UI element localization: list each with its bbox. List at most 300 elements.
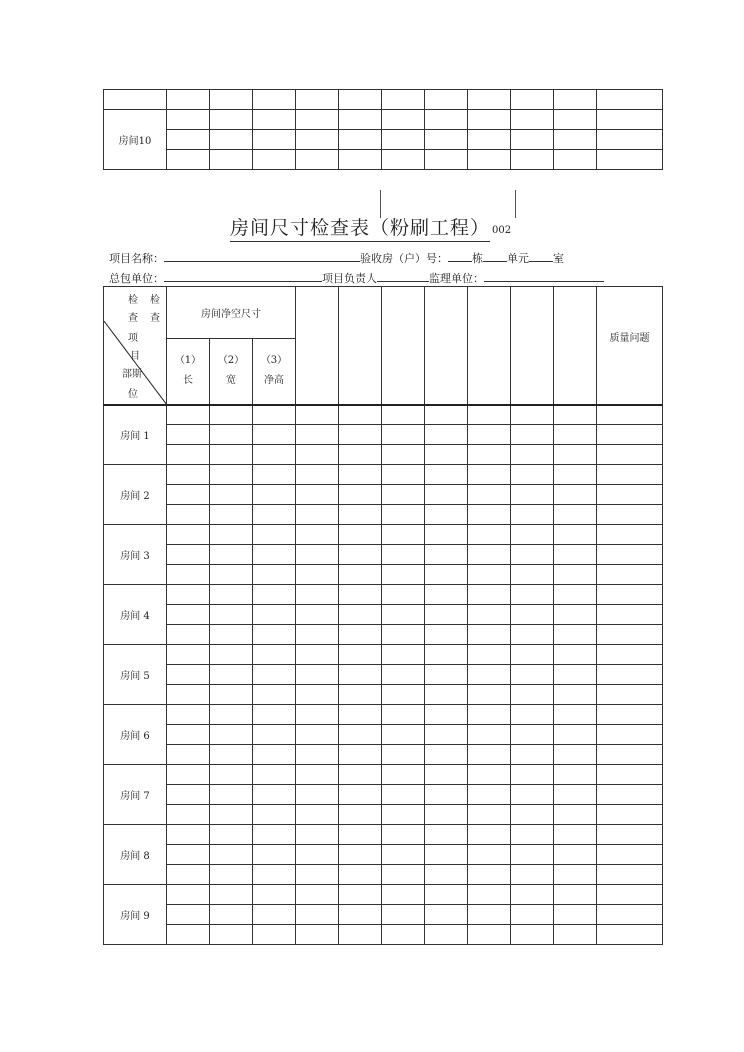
table-cell[interactable]	[511, 885, 554, 905]
table-cell[interactable]	[597, 505, 663, 525]
table-cell[interactable]	[382, 865, 425, 885]
table-cell[interactable]	[382, 905, 425, 925]
table-cell[interactable]	[425, 445, 468, 465]
table-cell[interactable]	[210, 625, 253, 645]
table-cell[interactable]	[210, 805, 253, 825]
table-cell[interactable]	[554, 825, 597, 845]
table-cell[interactable]	[554, 925, 597, 945]
table-cell[interactable]	[554, 905, 597, 925]
table-cell[interactable]	[296, 605, 339, 625]
table-cell[interactable]	[167, 445, 210, 465]
table-cell[interactable]	[167, 725, 210, 745]
table-cell[interactable]	[339, 565, 382, 585]
table-cell[interactable]	[597, 625, 663, 645]
table-cell[interactable]	[210, 425, 253, 445]
table-cell[interactable]	[253, 865, 296, 885]
table-cell[interactable]	[296, 725, 339, 745]
table-cell[interactable]	[210, 505, 253, 525]
table-cell[interactable]	[468, 825, 511, 845]
table-cell[interactable]	[511, 405, 554, 425]
table-cell[interactable]	[339, 665, 382, 685]
table-cell[interactable]	[468, 605, 511, 625]
table-cell[interactable]	[296, 925, 339, 945]
table-cell[interactable]	[210, 745, 253, 765]
table-cell[interactable]	[597, 825, 663, 845]
table-cell[interactable]	[339, 605, 382, 625]
table-cell[interactable]	[210, 725, 253, 745]
table-cell[interactable]	[382, 625, 425, 645]
table-cell[interactable]	[296, 745, 339, 765]
table-cell[interactable]	[210, 525, 253, 545]
table-cell[interactable]	[382, 725, 425, 745]
table-cell[interactable]	[210, 705, 253, 725]
table-cell[interactable]	[425, 525, 468, 545]
table-cell[interactable]	[511, 765, 554, 785]
table-cell[interactable]	[167, 825, 210, 845]
table-cell[interactable]	[339, 885, 382, 905]
table-cell[interactable]	[339, 705, 382, 725]
table-cell[interactable]	[339, 585, 382, 605]
table-cell[interactable]	[554, 785, 597, 805]
table-cell[interactable]	[425, 925, 468, 945]
table-cell[interactable]	[554, 865, 597, 885]
table-cell[interactable]	[210, 545, 253, 565]
table-cell[interactable]	[425, 425, 468, 445]
table-cell[interactable]	[210, 485, 253, 505]
table-cell[interactable]	[468, 885, 511, 905]
table-cell[interactable]	[339, 825, 382, 845]
table-cell[interactable]	[597, 565, 663, 585]
table-cell[interactable]	[253, 505, 296, 525]
table-cell[interactable]	[210, 405, 253, 425]
table-cell[interactable]	[296, 665, 339, 685]
table-cell[interactable]	[511, 505, 554, 525]
table-cell[interactable]	[511, 425, 554, 445]
table-cell[interactable]	[253, 425, 296, 445]
table-cell[interactable]	[597, 585, 663, 605]
table-cell[interactable]	[339, 445, 382, 465]
table-cell[interactable]	[253, 725, 296, 745]
table-cell[interactable]	[597, 805, 663, 825]
table-cell[interactable]	[511, 685, 554, 705]
table-cell[interactable]	[597, 685, 663, 705]
table-cell[interactable]	[554, 645, 597, 665]
table-cell[interactable]	[296, 445, 339, 465]
table-cell[interactable]	[339, 905, 382, 925]
table-cell[interactable]	[296, 485, 339, 505]
table-cell[interactable]	[382, 785, 425, 805]
table-cell[interactable]	[597, 525, 663, 545]
table-cell[interactable]	[253, 685, 296, 705]
table-cell[interactable]	[253, 525, 296, 545]
table-cell[interactable]	[468, 925, 511, 945]
table-cell[interactable]	[253, 825, 296, 845]
table-cell[interactable]	[511, 905, 554, 925]
table-cell[interactable]	[253, 485, 296, 505]
table-cell[interactable]	[554, 505, 597, 525]
table-cell[interactable]	[511, 445, 554, 465]
table-cell[interactable]	[167, 705, 210, 725]
table-cell[interactable]	[296, 525, 339, 545]
table-cell[interactable]	[597, 445, 663, 465]
table-cell[interactable]	[597, 645, 663, 665]
table-cell[interactable]	[296, 625, 339, 645]
table-cell[interactable]	[468, 725, 511, 745]
table-cell[interactable]	[253, 925, 296, 945]
table-cell[interactable]	[382, 425, 425, 445]
table-cell[interactable]	[382, 445, 425, 465]
table-cell[interactable]	[339, 525, 382, 545]
table-cell[interactable]	[554, 765, 597, 785]
table-cell[interactable]	[554, 605, 597, 625]
table-cell[interactable]	[382, 805, 425, 825]
table-cell[interactable]	[511, 805, 554, 825]
table-cell[interactable]	[554, 805, 597, 825]
table-cell[interactable]	[468, 765, 511, 785]
table-cell[interactable]	[167, 665, 210, 685]
table-cell[interactable]	[339, 425, 382, 445]
table-cell[interactable]	[167, 405, 210, 425]
table-cell[interactable]	[167, 905, 210, 925]
table-cell[interactable]	[511, 705, 554, 725]
table-cell[interactable]	[597, 405, 663, 425]
table-cell[interactable]	[597, 905, 663, 925]
table-cell[interactable]	[554, 665, 597, 685]
table-cell[interactable]	[339, 925, 382, 945]
table-cell[interactable]	[597, 785, 663, 805]
table-cell[interactable]	[468, 805, 511, 825]
table-cell[interactable]	[296, 545, 339, 565]
table-cell[interactable]	[511, 485, 554, 505]
table-cell[interactable]	[554, 485, 597, 505]
table-cell[interactable]	[167, 605, 210, 625]
table-cell[interactable]	[597, 545, 663, 565]
table-cell[interactable]	[597, 725, 663, 745]
table-cell[interactable]	[253, 585, 296, 605]
table-cell[interactable]	[167, 885, 210, 905]
table-cell[interactable]	[511, 605, 554, 625]
table-cell[interactable]	[597, 745, 663, 765]
table-cell[interactable]	[511, 865, 554, 885]
table-cell[interactable]	[554, 405, 597, 425]
table-cell[interactable]	[511, 665, 554, 685]
table-cell[interactable]	[425, 725, 468, 745]
table-cell[interactable]	[253, 705, 296, 725]
table-cell[interactable]	[167, 845, 210, 865]
table-cell[interactable]	[597, 765, 663, 785]
table-cell[interactable]	[296, 645, 339, 665]
table-cell[interactable]	[468, 745, 511, 765]
table-cell[interactable]	[511, 785, 554, 805]
table-cell[interactable]	[597, 465, 663, 485]
table-cell[interactable]	[554, 525, 597, 545]
table-cell[interactable]	[425, 745, 468, 765]
table-cell[interactable]	[339, 465, 382, 485]
table-cell[interactable]	[382, 765, 425, 785]
table-cell[interactable]	[167, 925, 210, 945]
table-cell[interactable]	[296, 585, 339, 605]
table-cell[interactable]	[253, 765, 296, 785]
table-cell[interactable]	[597, 885, 663, 905]
table-cell[interactable]	[253, 465, 296, 485]
building-field[interactable]	[448, 250, 472, 262]
table-cell[interactable]	[468, 685, 511, 705]
manager-field[interactable]	[377, 270, 429, 282]
table-cell[interactable]	[511, 925, 554, 945]
table-cell[interactable]	[167, 505, 210, 525]
table-cell[interactable]	[425, 505, 468, 525]
table-cell[interactable]	[253, 745, 296, 765]
table-cell[interactable]	[554, 585, 597, 605]
table-cell[interactable]	[167, 525, 210, 545]
table-cell[interactable]	[339, 545, 382, 565]
table-cell[interactable]	[210, 445, 253, 465]
table-cell[interactable]	[597, 605, 663, 625]
table-cell[interactable]	[210, 845, 253, 865]
table-cell[interactable]	[339, 805, 382, 825]
unit-field[interactable]	[483, 250, 507, 262]
table-cell[interactable]	[339, 405, 382, 425]
table-cell[interactable]	[296, 825, 339, 845]
table-cell[interactable]	[167, 425, 210, 445]
table-cell[interactable]	[382, 585, 425, 605]
table-cell[interactable]	[167, 805, 210, 825]
table-cell[interactable]	[425, 565, 468, 585]
table-cell[interactable]	[425, 665, 468, 685]
table-cell[interactable]	[511, 645, 554, 665]
table-cell[interactable]	[382, 565, 425, 585]
table-cell[interactable]	[425, 625, 468, 645]
table-cell[interactable]	[425, 845, 468, 865]
table-cell[interactable]	[554, 745, 597, 765]
table-cell[interactable]	[210, 785, 253, 805]
table-cell[interactable]	[554, 565, 597, 585]
room-field[interactable]	[529, 250, 553, 262]
table-cell[interactable]	[253, 645, 296, 665]
table-cell[interactable]	[253, 405, 296, 425]
table-cell[interactable]	[554, 845, 597, 865]
table-cell[interactable]	[468, 565, 511, 585]
table-cell[interactable]	[339, 725, 382, 745]
table-cell[interactable]	[210, 865, 253, 885]
table-cell[interactable]	[382, 665, 425, 685]
table-cell[interactable]	[210, 645, 253, 665]
table-cell[interactable]	[468, 545, 511, 565]
table-cell[interactable]	[382, 485, 425, 505]
table-cell[interactable]	[425, 705, 468, 725]
table-cell[interactable]	[167, 685, 210, 705]
table-cell[interactable]	[210, 685, 253, 705]
table-cell[interactable]	[382, 545, 425, 565]
table-cell[interactable]	[339, 505, 382, 525]
contractor-field[interactable]	[164, 270, 322, 282]
table-cell[interactable]	[210, 465, 253, 485]
table-cell[interactable]	[296, 565, 339, 585]
table-cell[interactable]	[468, 845, 511, 865]
table-cell[interactable]	[468, 465, 511, 485]
table-cell[interactable]	[382, 505, 425, 525]
table-cell[interactable]	[425, 885, 468, 905]
table-cell[interactable]	[382, 845, 425, 865]
table-cell[interactable]	[554, 625, 597, 645]
table-cell[interactable]	[468, 645, 511, 665]
table-cell[interactable]	[554, 705, 597, 725]
table-cell[interactable]	[425, 785, 468, 805]
table-cell[interactable]	[597, 425, 663, 445]
table-cell[interactable]	[382, 525, 425, 545]
table-cell[interactable]	[468, 785, 511, 805]
table-cell[interactable]	[253, 565, 296, 585]
table-cell[interactable]	[468, 585, 511, 605]
table-cell[interactable]	[597, 485, 663, 505]
table-cell[interactable]	[296, 905, 339, 925]
table-cell[interactable]	[167, 545, 210, 565]
table-cell[interactable]	[167, 785, 210, 805]
table-cell[interactable]	[167, 485, 210, 505]
table-cell[interactable]	[253, 605, 296, 625]
table-cell[interactable]	[425, 805, 468, 825]
table-cell[interactable]	[511, 525, 554, 545]
table-cell[interactable]	[425, 545, 468, 565]
table-cell[interactable]	[468, 425, 511, 445]
table-cell[interactable]	[382, 705, 425, 725]
table-cell[interactable]	[382, 405, 425, 425]
table-cell[interactable]	[296, 705, 339, 725]
project-name-field[interactable]	[164, 250, 360, 262]
table-cell[interactable]	[253, 785, 296, 805]
table-cell[interactable]	[425, 605, 468, 625]
table-cell[interactable]	[253, 905, 296, 925]
table-cell[interactable]	[511, 565, 554, 585]
table-cell[interactable]	[339, 745, 382, 765]
table-cell[interactable]	[253, 545, 296, 565]
table-cell[interactable]	[554, 465, 597, 485]
table-cell[interactable]	[468, 525, 511, 545]
table-cell[interactable]	[468, 665, 511, 685]
table-cell[interactable]	[339, 625, 382, 645]
table-cell[interactable]	[253, 445, 296, 465]
table-cell[interactable]	[296, 805, 339, 825]
table-cell[interactable]	[511, 745, 554, 765]
table-cell[interactable]	[382, 885, 425, 905]
table-cell[interactable]	[554, 725, 597, 745]
table-cell[interactable]	[382, 925, 425, 945]
table-cell[interactable]	[253, 805, 296, 825]
table-cell[interactable]	[167, 585, 210, 605]
table-cell[interactable]	[511, 825, 554, 845]
table-cell[interactable]	[382, 465, 425, 485]
table-cell[interactable]	[339, 845, 382, 865]
table-cell[interactable]	[296, 765, 339, 785]
table-cell[interactable]	[167, 645, 210, 665]
table-cell[interactable]	[167, 625, 210, 645]
table-cell[interactable]	[425, 685, 468, 705]
table-cell[interactable]	[210, 885, 253, 905]
table-cell[interactable]	[425, 485, 468, 505]
table-cell[interactable]	[554, 445, 597, 465]
table-cell[interactable]	[296, 465, 339, 485]
table-cell[interactable]	[425, 865, 468, 885]
table-cell[interactable]	[296, 685, 339, 705]
table-cell[interactable]	[468, 405, 511, 425]
table-cell[interactable]	[210, 765, 253, 785]
table-cell[interactable]	[210, 585, 253, 605]
table-cell[interactable]	[425, 765, 468, 785]
table-cell[interactable]	[425, 585, 468, 605]
table-cell[interactable]	[468, 865, 511, 885]
table-cell[interactable]	[339, 785, 382, 805]
supervisor-field[interactable]	[484, 270, 604, 282]
table-cell[interactable]	[468, 505, 511, 525]
table-cell[interactable]	[511, 725, 554, 745]
table-cell[interactable]	[468, 905, 511, 925]
table-cell[interactable]	[339, 765, 382, 785]
table-cell[interactable]	[210, 665, 253, 685]
table-cell[interactable]	[511, 585, 554, 605]
table-cell[interactable]	[425, 645, 468, 665]
table-cell[interactable]	[296, 785, 339, 805]
table-cell[interactable]	[339, 645, 382, 665]
table-cell[interactable]	[425, 465, 468, 485]
table-cell[interactable]	[339, 685, 382, 705]
table-cell[interactable]	[554, 885, 597, 905]
table-cell[interactable]	[597, 865, 663, 885]
table-cell[interactable]	[210, 605, 253, 625]
table-cell[interactable]	[253, 885, 296, 905]
table-cell[interactable]	[210, 825, 253, 845]
table-cell[interactable]	[425, 825, 468, 845]
table-cell[interactable]	[511, 545, 554, 565]
table-cell[interactable]	[296, 885, 339, 905]
table-cell[interactable]	[597, 925, 663, 945]
table-cell[interactable]	[425, 905, 468, 925]
table-cell[interactable]	[382, 605, 425, 625]
table-cell[interactable]	[296, 405, 339, 425]
table-cell[interactable]	[167, 865, 210, 885]
table-cell[interactable]	[597, 845, 663, 865]
table-cell[interactable]	[597, 705, 663, 725]
table-cell[interactable]	[253, 665, 296, 685]
table-cell[interactable]	[296, 865, 339, 885]
table-cell[interactable]	[597, 665, 663, 685]
table-cell[interactable]	[167, 565, 210, 585]
table-cell[interactable]	[554, 425, 597, 445]
table-cell[interactable]	[425, 405, 468, 425]
table-cell[interactable]	[210, 925, 253, 945]
table-cell[interactable]	[511, 845, 554, 865]
table-cell[interactable]	[382, 685, 425, 705]
table-cell[interactable]	[382, 745, 425, 765]
table-cell[interactable]	[382, 645, 425, 665]
table-cell[interactable]	[554, 545, 597, 565]
table-cell[interactable]	[511, 465, 554, 485]
table-cell[interactable]	[253, 625, 296, 645]
table-cell[interactable]	[468, 445, 511, 465]
table-cell[interactable]	[296, 505, 339, 525]
table-cell[interactable]	[167, 465, 210, 485]
table-cell[interactable]	[167, 765, 210, 785]
table-cell[interactable]	[253, 845, 296, 865]
table-cell[interactable]	[210, 565, 253, 585]
table-cell[interactable]	[339, 485, 382, 505]
table-cell[interactable]	[554, 685, 597, 705]
table-cell[interactable]	[468, 705, 511, 725]
table-cell[interactable]	[468, 485, 511, 505]
table-cell[interactable]	[468, 625, 511, 645]
table-cell[interactable]	[296, 425, 339, 445]
table-cell[interactable]	[210, 905, 253, 925]
table-cell[interactable]	[296, 845, 339, 865]
